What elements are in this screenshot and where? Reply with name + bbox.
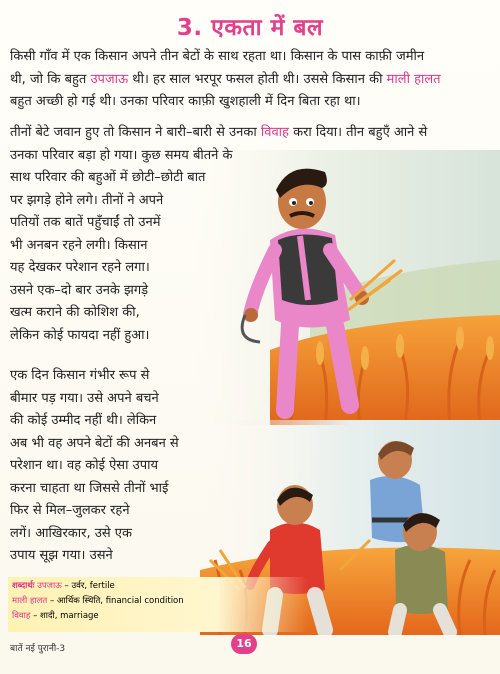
text-line: बहुत अच्छी हो गई थी। उनका परिवार काफ़ी खुशहाली में दिन बिता रहा था। <box>10 94 361 109</box>
text-line: साथ परिवार की बहुओं में छोटी–छोटी बात <box>10 170 206 185</box>
glossary-meaning: – शादी, marriage <box>30 611 99 621</box>
text-line: किसी गाँव में एक किसान अपने तीन बेटों के साथ रहता था। किसान के पास काफ़ी जमीन <box>10 49 425 64</box>
glossary-row <box>12 579 304 594</box>
text-line: भी अनबन रहने लगी। किसान <box>10 237 148 253</box>
glossary-term: उपजाऊ <box>37 581 62 591</box>
text-line: करना चाहता था जिससे तीनों भाई <box>10 480 169 496</box>
book-footer-title: बातें नई पुरानी-3 <box>10 644 66 654</box>
text-line <box>10 122 427 145</box>
text-line: उनका परिवार बड़ा हो गया। कुछ समय बीतने के <box>10 147 233 163</box>
text-line: उसने एक–दो बार उनके झगड़े <box>10 282 149 298</box>
text-line: पतियों तक बातें पहुँचाईं तो उनमें <box>10 215 161 230</box>
glossary-row <box>12 609 304 624</box>
paragraph-3 <box>10 365 179 568</box>
text-line: पर झगड़े होने लगे। तीनों ने अपने <box>10 192 164 208</box>
text-fragment: थी। हर साल भरपूर फसल होती थी। उससे किसान की <box>128 71 387 87</box>
text-fragment: थी, जो कि बहुत <box>10 71 91 87</box>
text-line: लेकिन कोई फायदा नहीं हुआ। <box>10 327 150 343</box>
highlighted-word: विवाह <box>260 125 289 140</box>
text-fragment: तीनों बेटे जवान हुए तो किसान ने बारी–बारी से उनका <box>10 125 261 140</box>
chapter-title: 3. एकता में बल <box>176 15 324 41</box>
glossary-term: विवाह <box>12 611 31 621</box>
text-line: खत्म कराने की कोशिश की, <box>10 305 140 320</box>
glossary-label: शब्दार्थः <box>12 581 35 591</box>
paragraph-1 <box>10 46 490 114</box>
text-line: बीमार पड़ गया। उसे अपने बचने <box>10 390 159 406</box>
highlighted-word: माली हालत <box>386 71 441 87</box>
text-line: की कोई उम्मीद नहीं थी। लेकिन <box>10 413 157 428</box>
text-line: उपाय सूझ गया। उसने <box>10 548 113 563</box>
text-line: फिर से मिल–जुलकर रहने <box>10 503 130 518</box>
text-line: एक दिन किसान गंभीर रूप से <box>10 368 150 383</box>
paragraph-2 <box>10 122 427 347</box>
glossary-meaning: – आर्थिक स्थिति, financial condition <box>47 596 184 606</box>
glossary-box <box>8 577 308 632</box>
glossary-term: माली हालत <box>12 596 48 606</box>
text-line <box>10 69 490 92</box>
text-line: लगें। आखिरकार, उसे एक <box>10 525 132 541</box>
glossary-meaning: – उर्वर, fertile <box>61 581 115 591</box>
highlighted-word: उपजाऊ <box>90 71 129 87</box>
glossary-row <box>12 594 304 609</box>
text-line: अब भी वह अपने बेटों की अनबन से <box>10 435 179 451</box>
text-line: परेशान था। वह कोई ऐसा उपाय <box>10 458 159 473</box>
text-line: यह देखकर परेशान रहने लगा। <box>10 260 150 275</box>
text-fragment: करा दिया। तीन बहुएँ आने से <box>288 125 428 140</box>
page-number-badge: 16 <box>231 634 257 654</box>
